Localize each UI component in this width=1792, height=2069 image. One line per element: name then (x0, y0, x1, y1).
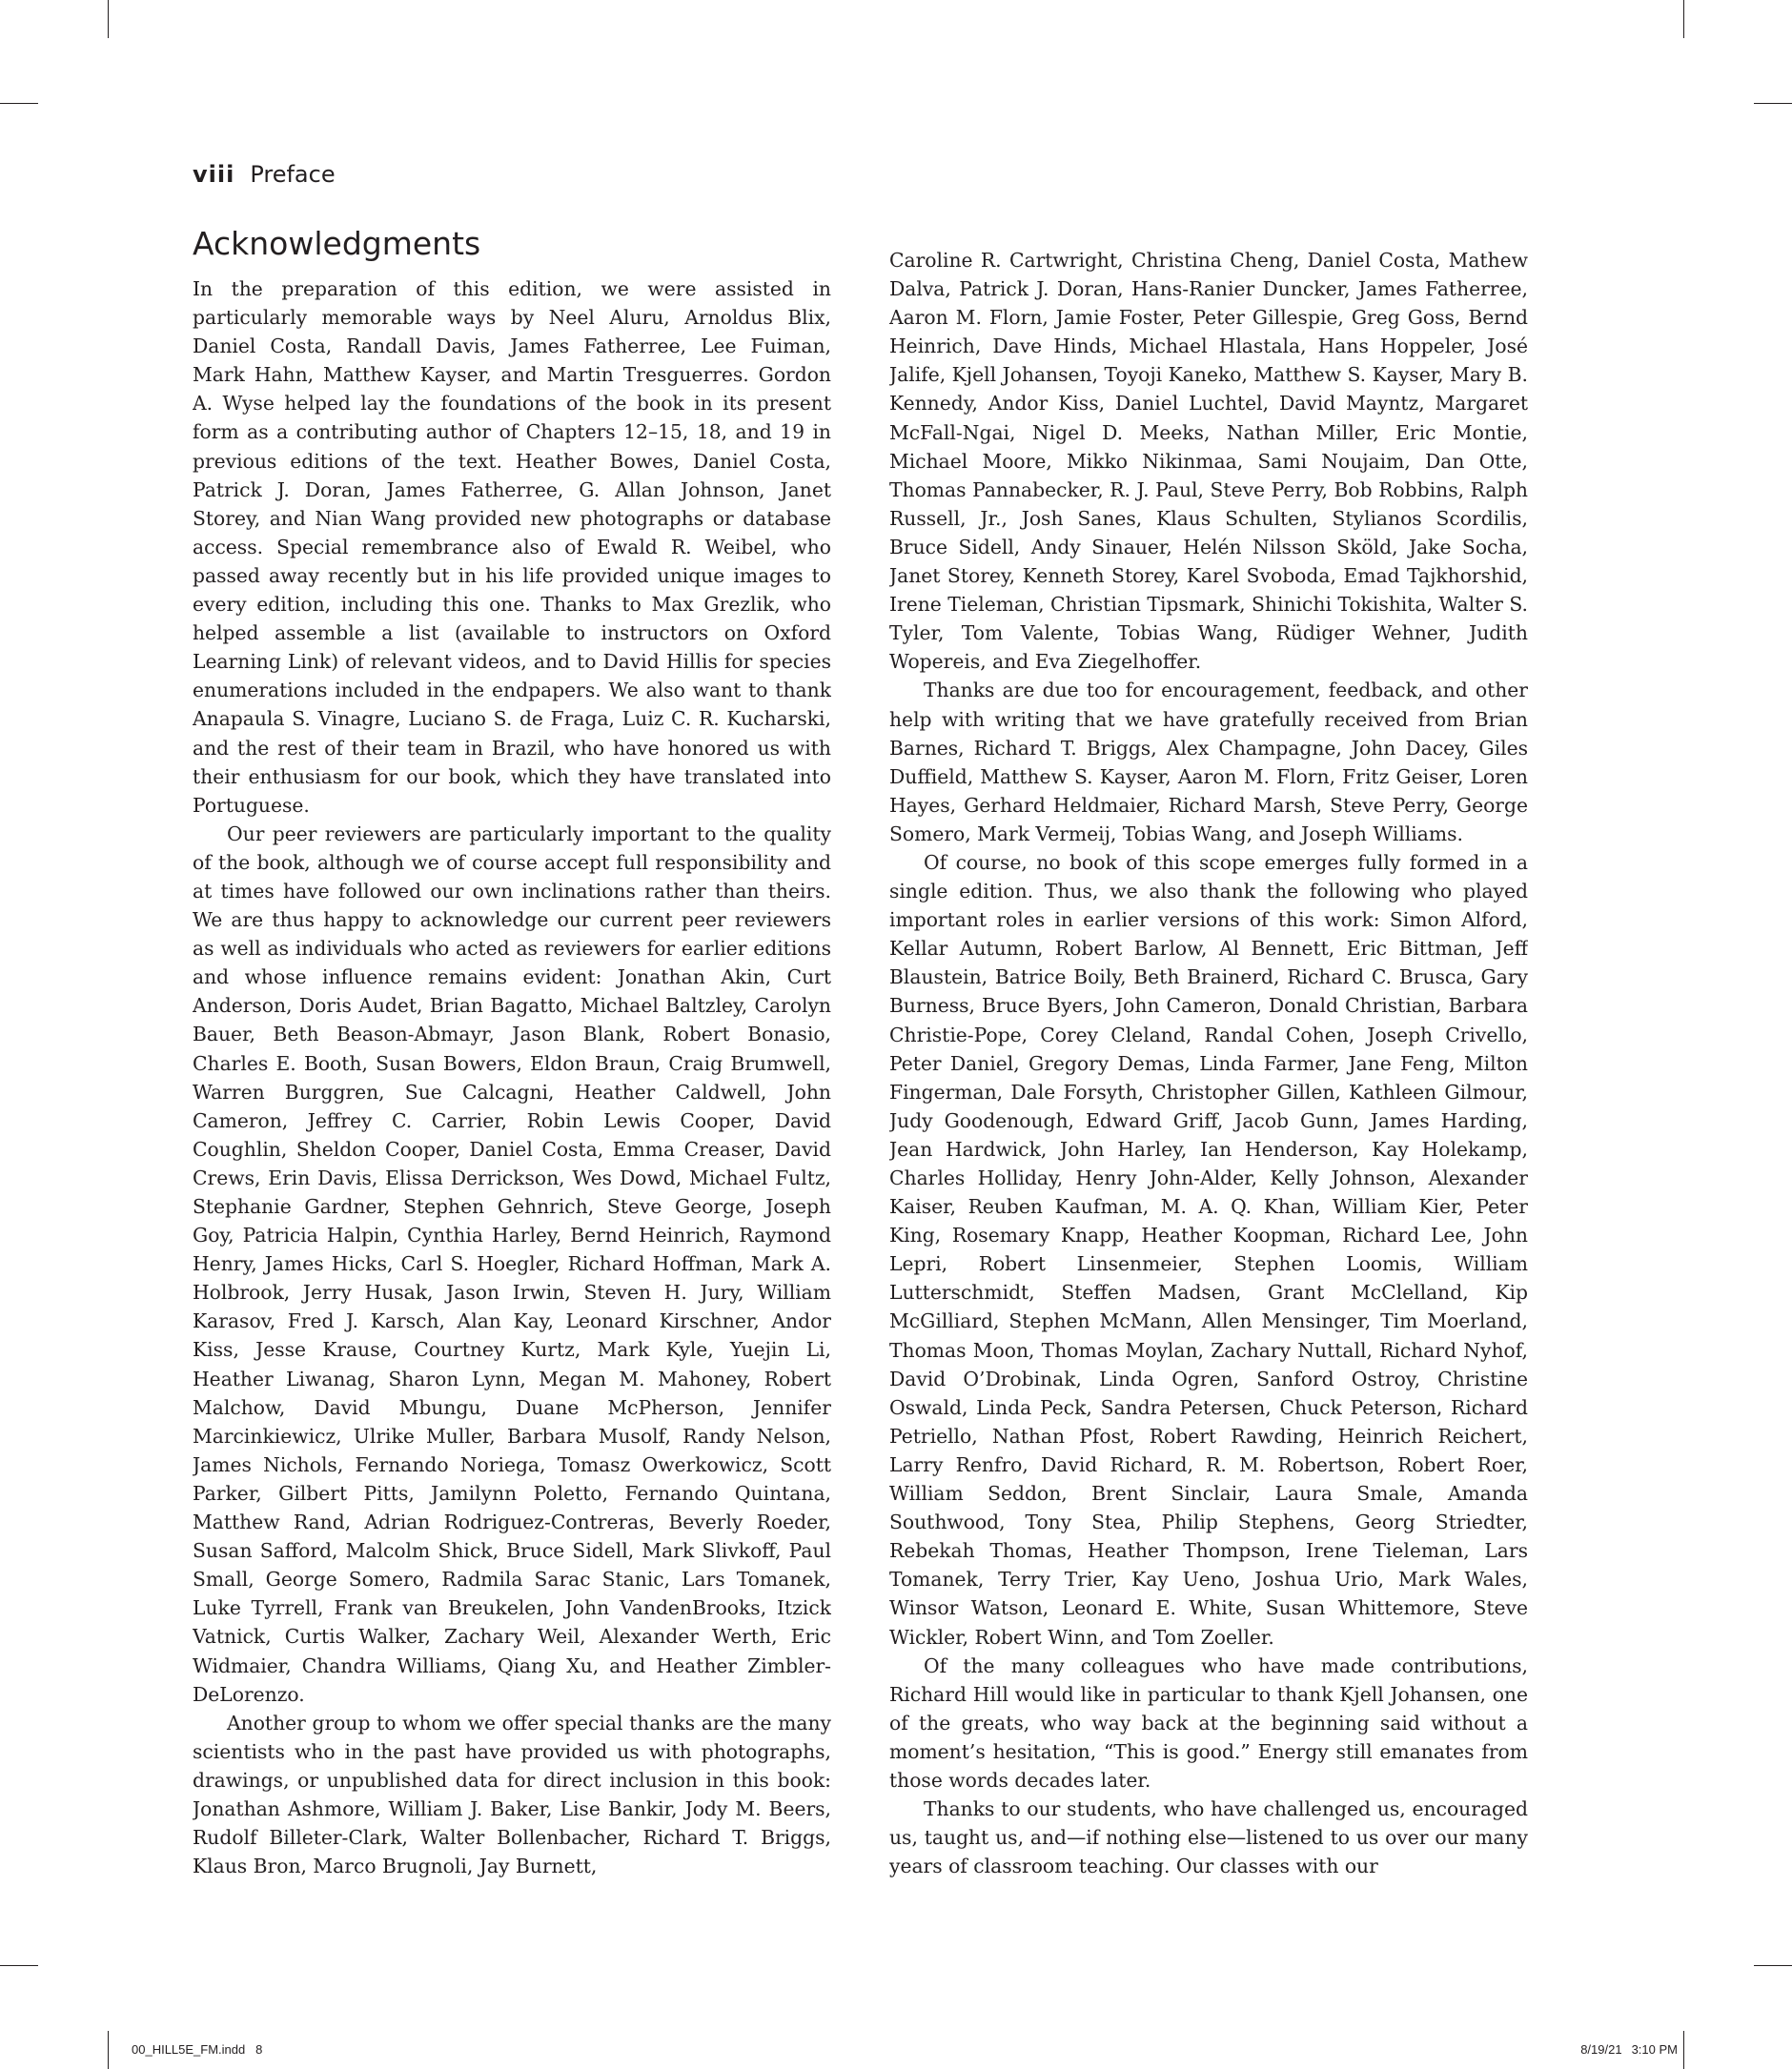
crop-mark (1754, 1965, 1792, 1966)
left-column (193, 274, 831, 1880)
slug-date: 8/19/21 (1580, 2042, 1622, 2057)
paragraph: In the preparation of this edition, we were assisted in particularly memorable ways by Neel Aluru, Arnoldus Blix, Daniel Costa, Randall Davis, James Fatherree, Lee Fuiman, Mark Hahn, Matthew Kayser, and Martin Tresguerres. Gordon A. Wyse helped lay the foundations of the book in its present form as a contributing author of Chapters 12–15, 18, and 19 in previous editions of the text. Heather Bowes, Daniel Costa, Patrick J. Doran, James Fatherree, G. Allan Johnson, Janet Storey, and Nian Wang provided new photographs or database access. Special remembrance also of Ewald R. Weibel, who passed away recently but in his life provided unique images to every edition, including this one. Thanks to Max Grezlik, who helped assemble a list (available to instructors on Oxford Learning Link) of relevant videos, and to David Hillis for species enumerations included in the endpapers. We also want to thank Anapaula S. Vinagre, Luciano S. de Fraga, Luiz C. R. Kucharski, and the rest of their team in Brazil, who have honored us with their enthusiasm for our book, which they have translated into Portuguese. (193, 277, 831, 817)
paragraph: Of course, no book of this scope emerges fully formed in a single edition. Thus, we also thank the following who played important roles in earlier versions of this work: Simon Alford, Kellar Autumn, Robert Barlow, Al Bennett, Eric Bittman, Jeff Blaustein, Batrice Boily, Beth Brainerd, Richard C. Brusca, Gary Burness, Bruce Byers, John Cameron, Donald Christian, Barbara Christie-Pope, Corey Cleland, Randal Cohen, Joseph Crivello, Peter Daniel, Gregory Demas, Linda Farmer, Jane Feng, Milton Fingerman, Dale Forsyth, Christopher Gillen, Kathleen Gilmour, Judy Goodenough, Edward Griff, Jacob Gunn, James Harding, Jean Hardwick, John Harley, Ian Henderson, Kay Holekamp, Charles Holliday, Henry John-Alder, Kelly Johnson, Alexander Kaiser, Reuben Kaufman, M. A. Q. Khan, William Kier, Peter King, Rosemary Knapp, Heather Koopman, Richard Lee, John Lepri, Robert Linsenmeier, Stephen Loomis, William Lutterschmidt, Steffen Madsen, Grant McClelland, Kip McGilliard, Stephen McMann, Allen Mensinger, Tim Moerland, Thomas Moon, Thomas Moylan, Zachary Nuttall, Richard Nyhof, David O’Drobinak, Linda Ogren, Sanford Ostroy, Christine Oswald, Linda Peck, Sandra Petersen, Chuck Peterson, Richard Petriello, Nathan Pfost, Robert Rawding, Heinrich Reichert, Larry Renfro, David Richard, R. M. Robertson, Robert Roer, William Seddon, Brent Sinclair, Laura Smale, Amanda Southwood, Tony Stea, Philip Stephens, Georg Striedter, Rebekah Thomas, Heather Thompson, Irene Tieleman, Lars Tomanek, Terry Trier, Kay Ueno, Joshua Urio, Mark Wales, Winsor Watson, Leonard E. White, Susan Whittemore, Steve Wickler, Robert Winn, and Tom Zoeller. (889, 850, 1528, 1649)
crop-mark (108, 0, 109, 38)
running-head (193, 155, 336, 193)
running-head-title: Preface (250, 161, 336, 188)
right-column (889, 246, 1528, 1885)
page-folio: viii (193, 161, 235, 188)
crop-mark (0, 1965, 38, 1966)
crop-mark (1683, 2031, 1684, 2069)
paragraph: Our peer reviewers are particularly important to the quality of the book, although we of course accept full responsibility and at times have followed our own inclinations rather than theirs. We are thus happy to acknowledge our current peer reviewers as well as individuals who acted as reviewers for earlier editions and whose influence remains evident: Jonathan Akin, Curt Anderson, Doris Audet, Brian Bagatto, Michael Baltzley, Carolyn Bauer, Beth Beason-Abmayr, Jason Blank, Robert Bonasio, Charles E. Booth, Susan Bowers, Eldon Braun, Craig Brumwell, Warren Burggren, Sue Calcagni, Heather Caldwell, John Cameron, Jeffrey C. Carrier, Robin Lewis Cooper, David Coughlin, Sheldon Cooper, Daniel Costa, Emma Creaser, David Crews, Erin Davis, Elissa Derrickson, Wes Dowd, Michael Fultz, Stephanie Gardner, Stephen Gehnrich, Steve George, Joseph Goy, Patricia Halpin, Cynthia Harley, Bernd Heinrich, Raymond Henry, James Hicks, Carl S. Hoegler, Richard Hoffman, Mark A. Holbrook, Jerry Husak, Jason Irwin, Steven H. Jury, William Karasov, Fred J. Karsch, Alan Kay, Leonard Kirschner, Andor Kiss, Jesse Krause, Courtney Kurtz, Mark Kyle, Yuejin Li, Heather Liwanag, Sharon Lynn, Megan M. Mahoney, Robert Malchow, David Mbungu, Duane McPherson, Jennifer Marcinkiewicz, Ulrike Muller, Barbara Musolf, Randy Nelson, James Nichols, Fernando Noriega, Tomasz Owerkowicz, Scott Parker, Gilbert Pitts, Jamilynn Poletto, Fernando Quintana, Matthew Rand, Adrian Rodriguez-Contreras, Beverly Roeder, Susan Safford, Malcolm Shick, Bruce Sidell, Mark Slivkoff, Paul Small, George Somero, Radmila Sarac Stanic, Lars Tomanek, Luke Tyrrell, Frank van Breukelen, John VandenBrooks, Itzick Vatnick, Curtis Walker, Zachary Weil, Alexander Werth, Eric Widmaier, Chandra Williams, Qiang Xu, and Heather Zimbler-DeLorenzo. (193, 822, 831, 1706)
slug-time: 3:10 PM (1631, 2042, 1678, 2057)
paragraph: Another group to whom we offer special thanks are the many scientists who in the past have provided us with photographs, drawings, or unpublished data for direct inclusion in this book: Jonathan Ashmore, William J. Baker, Lise Bankir, Jody M. Beers, Rudolf Billeter-Clark, Walter Bollenbacher, Richard T. Briggs, Klaus Bron, Marco Brugnoli, Jay Burnett, (193, 1711, 831, 1878)
crop-mark (1683, 0, 1684, 38)
paragraph: Of the many colleagues who have made contributions, Richard Hill would like in particular to thank Kjell Johansen, one of the greats, who way back at the beginning said without a moment’s hesitation, “This is good.” Energy still emanates from those words decades later. (889, 1653, 1528, 1792)
section-heading: Acknowledgments (193, 225, 481, 262)
crop-mark (108, 2031, 109, 2069)
crop-mark (0, 103, 38, 104)
slug-filename: 00_HILL5E_FM.indd 8 (132, 2042, 263, 2057)
paragraph: Caroline R. Cartwright, Christina Cheng, Daniel Costa, Mathew Dalva, Patrick J. Doran, Hans-Ranier Duncker, James Fatherree, Aaron M. Florn, Jamie Foster, Peter Gillespie, Greg Goss, Bernd Heinrich, Dave Hinds, Michael Hlastala, Hans Hoppeler, José Jalife, Kjell Johansen, Toyoji Kaneko, Matthew S. Kayser, Mary B. Kennedy, Andor Kiss, Daniel Luchtel, David Mayntz, Margaret McFall-Ngai, Nigel D. Meeks, Nathan Miller, Eric Montie, Michael Moore, Mikko Nikinmaa, Sami Noujaim, Dan Otte, Thomas Pannabecker, R. J. Paul, Steve Perry, Bob Robbins, Ralph Russell, Jr., Josh Sanes, Klaus Schulten, Stylianos Scordilis, Bruce Sidell, Andy Sinauer, Helén Nilsson Sköld, Jake Socha, Janet Storey, Kenneth Storey, Karel Svoboda, Emad Tajkhorshid, Irene Tieleman, Christian Tipsmark, Shinichi Tokishita, Walter S. Tyler, Tom Valente, Tobias Wang, Rüdiger Wehner, Judith Wopereis, and Eva Ziegelhoffer. (889, 249, 1528, 674)
paragraph: Thanks are due too for encouragement, feedback, and other help with writing that we have gratefully received from Brian Barnes, Richard T. Briggs, Alex Champagne, John Dacey, Giles Duffield, Matthew S. Kayser, Aaron M. Florn, Fritz Geiser, Loren Hayes, Gerhard Heldmaier, Richard Marsh, Steve Perry, George Somero, Mark Vermeij, Tobias Wang, and Joseph Williams. (889, 679, 1528, 845)
slug-timestamp (1580, 2042, 1678, 2058)
paragraph: Thanks to our students, who have challenged us, encouraged us, taught us, and—if nothing else—listened to us over our many years of classroom teaching. Our classes with our (889, 1797, 1528, 1878)
crop-mark (1754, 103, 1792, 104)
